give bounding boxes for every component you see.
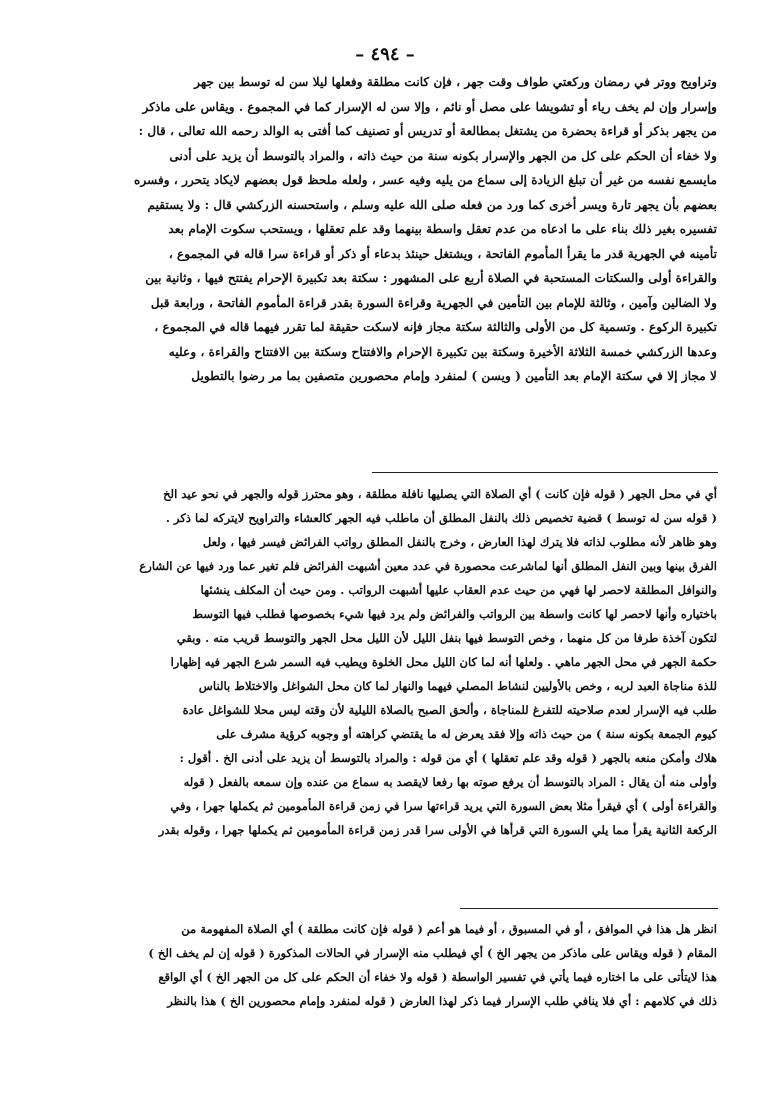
section-divider	[372, 472, 718, 473]
main-text-line: تكبيرة الركوع . وتسمية كل من الأولى والثالثة سكتة مجاز فإنه لاسكت حقيقة لما تقرر فيهما قاله في المجموع ،	[154, 320, 717, 334]
commentary-line: أي في محل الجهر ( قوله فإن كانت ) أي الصلاة التي يصليها نافلة مطلقة ، وهو محترز قوله والجهر في نحو عيد الخ	[163, 487, 717, 501]
page-number: – ٤٩٤ –	[355, 44, 415, 65]
footnote-divider	[460, 908, 718, 909]
commentary-block	[63, 482, 717, 842]
footnote-line: المقام ( قوله ويقاس على ماذكر من يجهر الخ ) أي فيطلب منه الإسرار في الحالات المذكورة ( قوله إن لم يخف الخ )	[148, 946, 717, 960]
footnote-line: هذا لايتأتى على ما اختاره فيما يأتي في تفسير الواسطة ( قوله ولا خفاء أن الحكم على كل من الجهر الخ ) أي الواقع	[158, 970, 717, 984]
commentary-line: هلاك وأمكن منعه بالجهر ( قوله وقد علم تعقلها ) أي من قوله : والمراد بالتوسط أن يزيد على أدنى الخ . أقول :	[179, 751, 717, 765]
main-text-line: لا مجاز إلا في سكتة الإمام بعد التأمين ( ويسن ) لمنفرد وإمام محصورين متصفين بما مر رضوا بالتطويل	[191, 369, 717, 383]
main-text-line: وعدها الزركشي خمسة الثلاثة الأخيرة وسكتة بين تكبيرة الإحرام والافتتاح وسكتة بين الافتتاح والقراءة ، وعليه	[168, 344, 717, 359]
footnote-block	[63, 917, 717, 1013]
commentary-line: للذة مناجاة العبد لربه ، وخص بالأوليين لنشاط المصلي فيهما والنهار لما كان محل الشواغل والاختلاط بالناس	[198, 679, 717, 693]
footnote-line: ذلك في كلامهم : أي فلا ينافي طلب الإسرار فيما ذكر لهذا العارض ( قوله لمنفرد وإمام محصورين الخ ) هذا بالنظر	[167, 994, 717, 1008]
main-text-line: تفسيره بغير ذلك بناء على ما ادعاه من عدم تعقل واسطة بينهما وقد علم تعقلها ، ويستحب سكوت الإمام بعد	[168, 222, 717, 236]
commentary-line: ( قوله سن له توسط ) قضية تخصيص ذلك بالنفل المطلق أن ماطلب فيه الجهر كالعشاء والتراويح لايتركه لما ذكر .	[165, 511, 717, 525]
main-text-line: ولا خفاء أن الحكم على كل من الجهر والإسرار بكونه سنة من حيث ذاته ، والمراد بالتوسط أن يزيد على أدنى	[169, 148, 717, 163]
commentary-line: وهو ظاهر لأنه مطلوب لذاته فلا يترك لهذا العارض ، وخرج بالنفل المطلق رواتب الفرائض فيسر فيها ، ولعل	[202, 535, 717, 549]
main-text-line: بعضهم بأن يجهر تارة ويسر أخرى كما ورد من فعله صلى الله عليه وسلم ، واستحسنه الزركشي قال : ولا يستقيم	[147, 197, 717, 212]
main-text-line: ولا الضالين وآمين ، وثالثة للإمام بين التأمين في الجهرية وقراءة السورة بقدر قراءة المأموم الفاتحة ، ورابعة قبل	[150, 295, 717, 310]
commentary-line: حكمة الجهر في محل الجهر ماهي . ولعلها أنه لما كان الليل محل الخلوة ويطيب فيه السمر شرع الجهر فيه إظهارا	[170, 655, 717, 669]
commentary-line: والنوافل المطلقة لاحصر لها فهي من حيث عدم العقاب عليها أشبهت الرواتب . ومن حيث أن المكلف ينشئها	[200, 583, 717, 597]
commentary-line: الركعة الثانية يقرأ مما يلي السورة التي قرأها في الأولى سرا قدر زمن قراءة المأمومين ثم يكملها جهرا ، وقوله بقدر	[158, 823, 717, 837]
commentary-line: طلب فيه الإسرار لعدم صلاحيته للتفرغ للمناجاة ، وألحق الصبح بالصلاة الليلية لأن وقته ليس محلا للشواغل عادة	[182, 703, 717, 717]
commentary-line: كيوم الجمعة بكونه سنة ) من حيث ذاته وإلا فقد يعرض له ما يقتضي كراهته أو وجوبه كرؤية مشرف على	[216, 727, 717, 741]
main-text-line: مايسمع نفسه من غير أن تبلغ الزيادة إلى سماع من يليه وفيه عسر ، ولعله ملحظ قول بعضهم لايكاد يتحرر ، وفسره	[133, 173, 717, 187]
commentary-line: الفرق بينها وبين النفل المطلق أنها لماشرعت محصورة في عدد معين أشبهت الفرائض فلم تغير عما ورد فيها عن الشارع	[139, 559, 717, 573]
main-text-line: تأمينه في الجهرية قدر ما يقرأ المأموم الفاتحة ، ويشتغل حينئذ بدعاء أو ذكر أو قراءة سرا قاله في المجموع ،	[168, 246, 717, 261]
commentary-line: والقراءة أولى ) أي فيقرأ مثلا بعض السورة التي يريد قراءتها سرا في زمن قراءة المأمومين ثم يكملها جهرا ، وفي	[170, 799, 717, 813]
commentary-line: لتكون آخذة طرفا من كل منهما ، وخص التوسط فيها بنفل الليل لأن الليل محل الجهر والتوسط قريب منه . وبقي	[176, 631, 717, 645]
main-text-line: والقراءة أولى والسكتات المستحبة في الصلاة أربع على المشهور : سكتة بعد تكبيرة الإحرام يفتتح فيها ، وثانية بين	[145, 271, 717, 285]
footnote-line: انظر هل هذا في الموافق ، أو في المسبوق ، أو فيما هو أعم ( قوله فإن كانت مطلقة ) أي الصلاة المفهومة من	[181, 922, 717, 936]
main-text-line: وإسرار وإن لم يخف رياء أو تشويشا على مصل أو نائم ، وإلا سن له الإسرار كما في المجموع . ويقاس على ماذكر	[142, 99, 717, 114]
main-text-block	[63, 70, 717, 389]
commentary-line: باختياره وأنها لاحصر لها كانت واسطة بين الرواتب والفرائض ولم يرد فيها شيء بخصوصها فطلب فيها التوسط	[192, 607, 717, 621]
main-text-line: من يجهر بذكر أو قراءة بحضرة من يشتغل بمطالعة أو تدريس أو تصنيف كما أفتى به الوالد رحمه الله تعالى ، قال :	[138, 124, 717, 138]
commentary-line: وأولى منه أن يقال : المراد بالتوسط أن يرفع صوته بها رفعا لايقصد به سماع من عنده وإن سمعه بالفعل ( قوله	[183, 775, 717, 789]
main-text-line: وتراويح ووتر في رمضان وركعتي طواف وقت جهر ، فإن كانت مطلقة وفعلها ليلا سن له توسط بين جهر	[194, 75, 717, 89]
